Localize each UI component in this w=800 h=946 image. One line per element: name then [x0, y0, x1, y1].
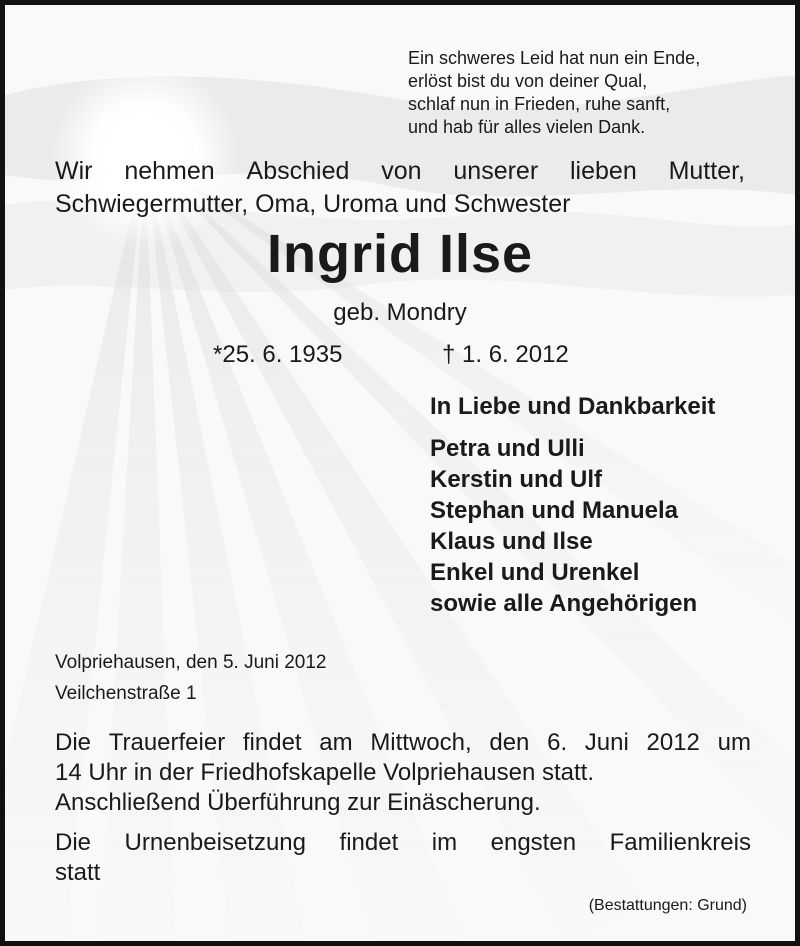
poem — [408, 47, 700, 139]
urn-word: Die — [55, 829, 92, 856]
urn-word: im — [431, 829, 458, 856]
urn-burial-info — [55, 828, 751, 888]
deceased-name: Ingrid Ilse — [266, 224, 534, 284]
intro-line-2: Schwiegermutter, Oma, Uroma und Schwester — [55, 190, 571, 218]
address: Veilchenstraße 1 — [55, 683, 197, 704]
mourner: Petra und Ulli — [430, 435, 585, 462]
funeral-service-info — [55, 728, 751, 818]
service-word: 2012 — [646, 729, 700, 756]
mourner: Kerstin und Ulf — [430, 466, 602, 493]
birth-date: *25. 6. 1935 — [213, 341, 343, 368]
poem-line: Ein schweres Leid hat nun ein Ende, — [408, 48, 701, 68]
service-word: 6. — [547, 729, 568, 756]
place-date: Volpriehausen, den 5. Juni 2012 — [55, 652, 327, 673]
mourners-list — [430, 433, 697, 619]
intro-word: von — [381, 157, 422, 185]
intro-word: Wir — [55, 157, 93, 185]
service-word: am — [319, 729, 353, 756]
poem-line: und hab für alles vielen Dank. — [408, 117, 646, 137]
service-word: Mittwoch, — [370, 729, 472, 756]
urn-word: findet — [339, 829, 399, 856]
service-word: findet — [242, 729, 302, 756]
service-word: den — [489, 729, 530, 756]
urn-word: Urnenbeisetzung — [124, 829, 306, 856]
intro-word: Mutter, — [668, 157, 745, 185]
mourner: Enkel und Urenkel — [430, 559, 640, 586]
farewell-intro — [55, 155, 745, 221]
mourner: Stephan und Manuela — [430, 497, 679, 524]
service-word: Die — [55, 729, 92, 756]
poem-line: schlaf nun in Frieden, ruhe sanft, — [408, 94, 671, 114]
mourner: sowie alle Angehörigen — [430, 590, 698, 617]
intro-word: nehmen — [124, 157, 215, 185]
thanks-heading: In Liebe und Dankbarkeit — [430, 393, 716, 420]
service-word: um — [717, 729, 751, 756]
urn-line-1 — [55, 828, 751, 858]
birth-name: geb. Mondry — [333, 299, 467, 326]
poem-line: erlöst bist du von deiner Qual, — [408, 71, 648, 91]
urn-word: engsten — [490, 829, 577, 856]
service-word: Trauerfeier — [108, 729, 226, 756]
intro-word: lieben — [570, 157, 637, 185]
intro-word: Abschied — [246, 157, 350, 185]
service-line-3: Anschließend Überführung zur Einäscherung. — [55, 789, 541, 816]
urn-word: Familienkreis — [609, 829, 751, 856]
undertaker-credit: (Bestattungen: Grund) — [588, 897, 747, 914]
service-word: Juni — [584, 729, 629, 756]
service-line-2: 14 Uhr in der Friedhofskapelle Volpriehausen statt. — [55, 759, 594, 786]
intro-word: unserer — [453, 157, 539, 185]
death-date: † 1. 6. 2012 — [442, 341, 569, 368]
mourner: Klaus und Ilse — [430, 528, 593, 555]
intro-line-1 — [55, 155, 745, 188]
place-and-address — [55, 647, 327, 709]
urn-line-2: statt — [55, 859, 101, 886]
service-line-1 — [55, 728, 751, 758]
